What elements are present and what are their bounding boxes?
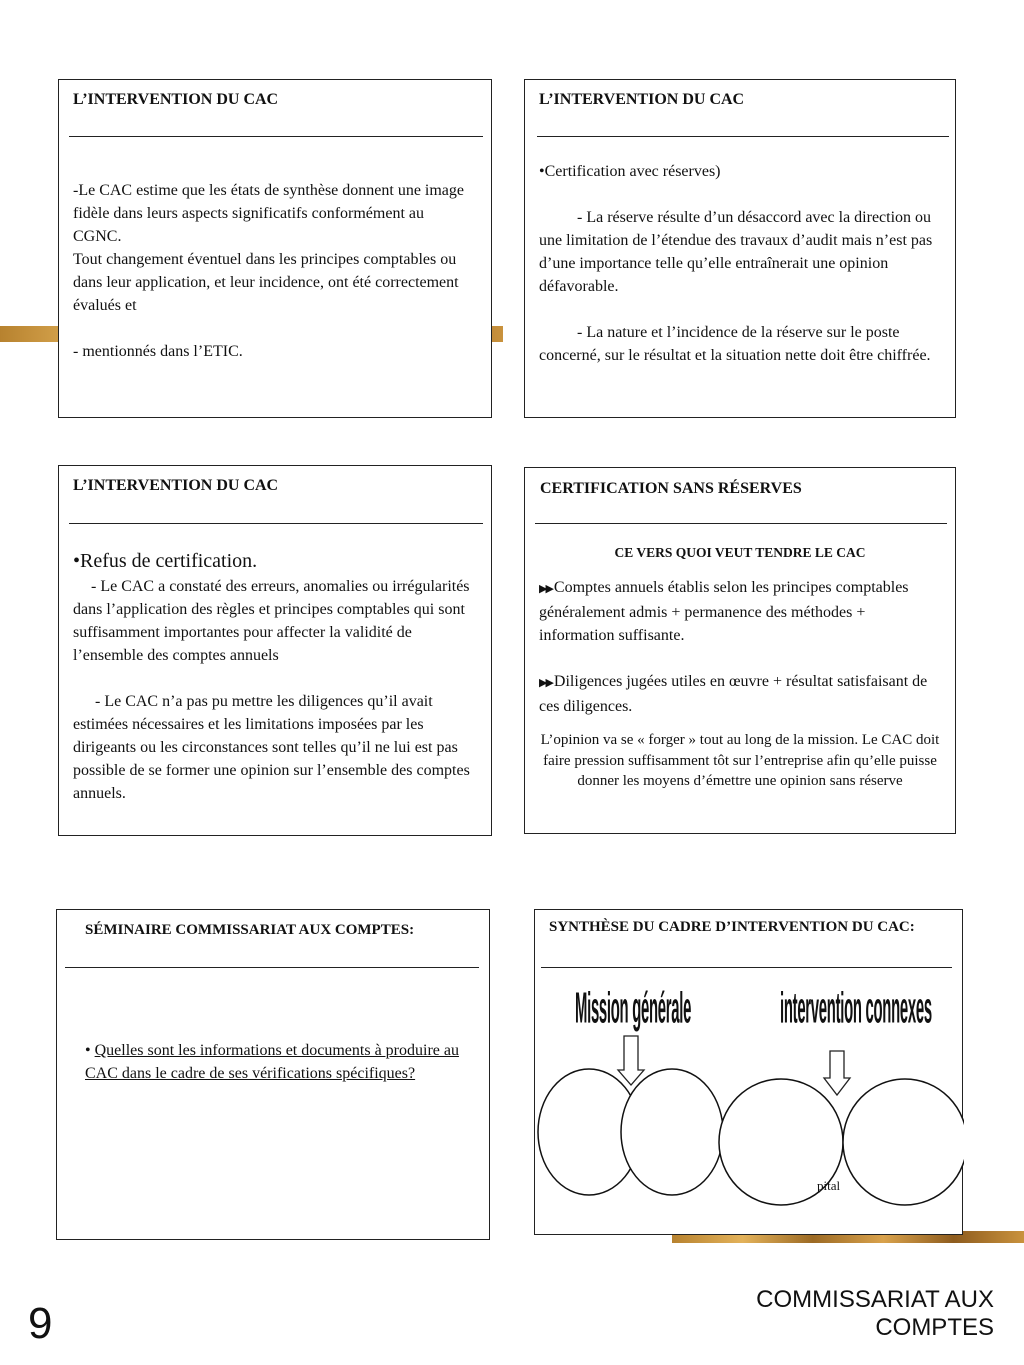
paragraph: - La nature et l’incidence de la réserve sur le poste concerné, sur le résultat et la situation nette doit être chiffrée. [539,324,931,364]
circle-4 [843,1079,964,1205]
title-rule [69,523,483,524]
paragraph: •Certification avec réserves) [539,163,721,180]
bullet-text: Comptes annuels établis selon les principes comptables généralement admis + permanence des méthodes + information suffisante. [539,579,909,644]
footer-line: COMPTES [875,1314,994,1341]
slide-title: SÉMINAIRE COMMISSARIAT AUX COMPTES: [85,922,415,938]
title-rule [537,136,949,137]
bullet-icon: • [85,1042,91,1059]
double-arrow-icon: ▶▶ [539,677,552,689]
title-rule [535,523,947,524]
paragraph: - Le CAC n’a pas pu mettre les diligences qu’il avait estimées nécessaires et les limitations imposées par les dirigeants ou les circonstances sont telles qu’il ne lui est pas possible de se former une opinion sur l’ensemble des comptes annuels. [73,693,470,802]
label-intervention-connexes: intervention connexes [780,984,932,1032]
slide-title: L’INTERVENTION DU CAC [73,477,279,494]
paragraph: - La réserve résulte d’un désaccord avec la direction ou une limitation de l’étendue des travaux d’audit mais n’est pas d’une importance telle qu’elle entraînerait une opinion défavorable. [539,209,933,295]
slide-2 [524,79,956,418]
paragraph: - mentionnés dans l’ETIC. [73,343,243,360]
slide-6 [534,909,963,1235]
paragraph: Tout changement éventuel dans les principes comptables ou dans leur application, et leur incidence, ont été correctement évalués et [73,251,459,314]
slide-title: L’INTERVENTION DU CAC [539,91,745,108]
slide-4 [524,467,956,834]
bullet-text: Diligences jugées utiles en œuvre + résultat satisfaisant de ces diligences. [539,673,928,715]
slide-body [85,1039,467,1085]
paragraph: -Le CAC estime que les états de synthèse donnent une image fidèle dans leurs aspects significatifs conformément au CGNC. [73,182,465,245]
slide-note: L’opinion va se « forger » tout au long de la mission. Le CAC doit faire pression suffisamment tôt sur l’entreprise afin qu’elle puisse donner les moyens d’émettre une opinion sans réserve [540,732,940,789]
footer-title [756,1286,994,1342]
diagram [535,910,964,1236]
down-arrow-icon [824,1051,850,1095]
paragraph: •Refus de certification. [73,550,258,572]
slide-title: CERTIFICATION SANS RÉSERVES [540,480,802,497]
slide-body [73,548,477,805]
slide-title: L’INTERVENTION DU CAC [73,91,279,108]
slide-title: SYNTHÈSE DU CADRE D’INTERVENTION DU CAC: [549,919,915,935]
partial-text: pital [817,1178,841,1193]
bullet-item [539,670,941,718]
slide-body [73,179,471,363]
slide-body [539,542,941,792]
label-mission-generale: Mission générale [575,984,692,1032]
slide-3 [58,465,492,836]
title-rule [69,136,483,137]
slide-5 [56,909,490,1240]
title-rule [65,967,479,968]
slide-body [539,160,941,367]
page-number: 9 [28,1299,53,1348]
footer-line: COMMISSARIAT AUX [756,1286,994,1313]
question-link[interactable]: Quelles sont les informations et documents à produire au CAC dans le cadre de ses vérifications spécifiques? [85,1042,459,1082]
paragraph: - Le CAC a constaté des erreurs, anomalies ou irrégularités dans l’application des règles et principes comptables qui sont suffisamment importantes pour affecter la validité de l’ensemble des comptes annuels [73,578,470,664]
slide-subtitle: CE VERS QUOI VEUT TENDRE LE CAC [614,545,866,560]
bullet-item [539,576,941,647]
double-arrow-icon: ▶▶ [539,583,552,595]
down-arrow-icon [618,1036,644,1085]
question-item [85,1039,467,1085]
circle-2 [621,1069,723,1195]
slide-1 [58,79,492,418]
